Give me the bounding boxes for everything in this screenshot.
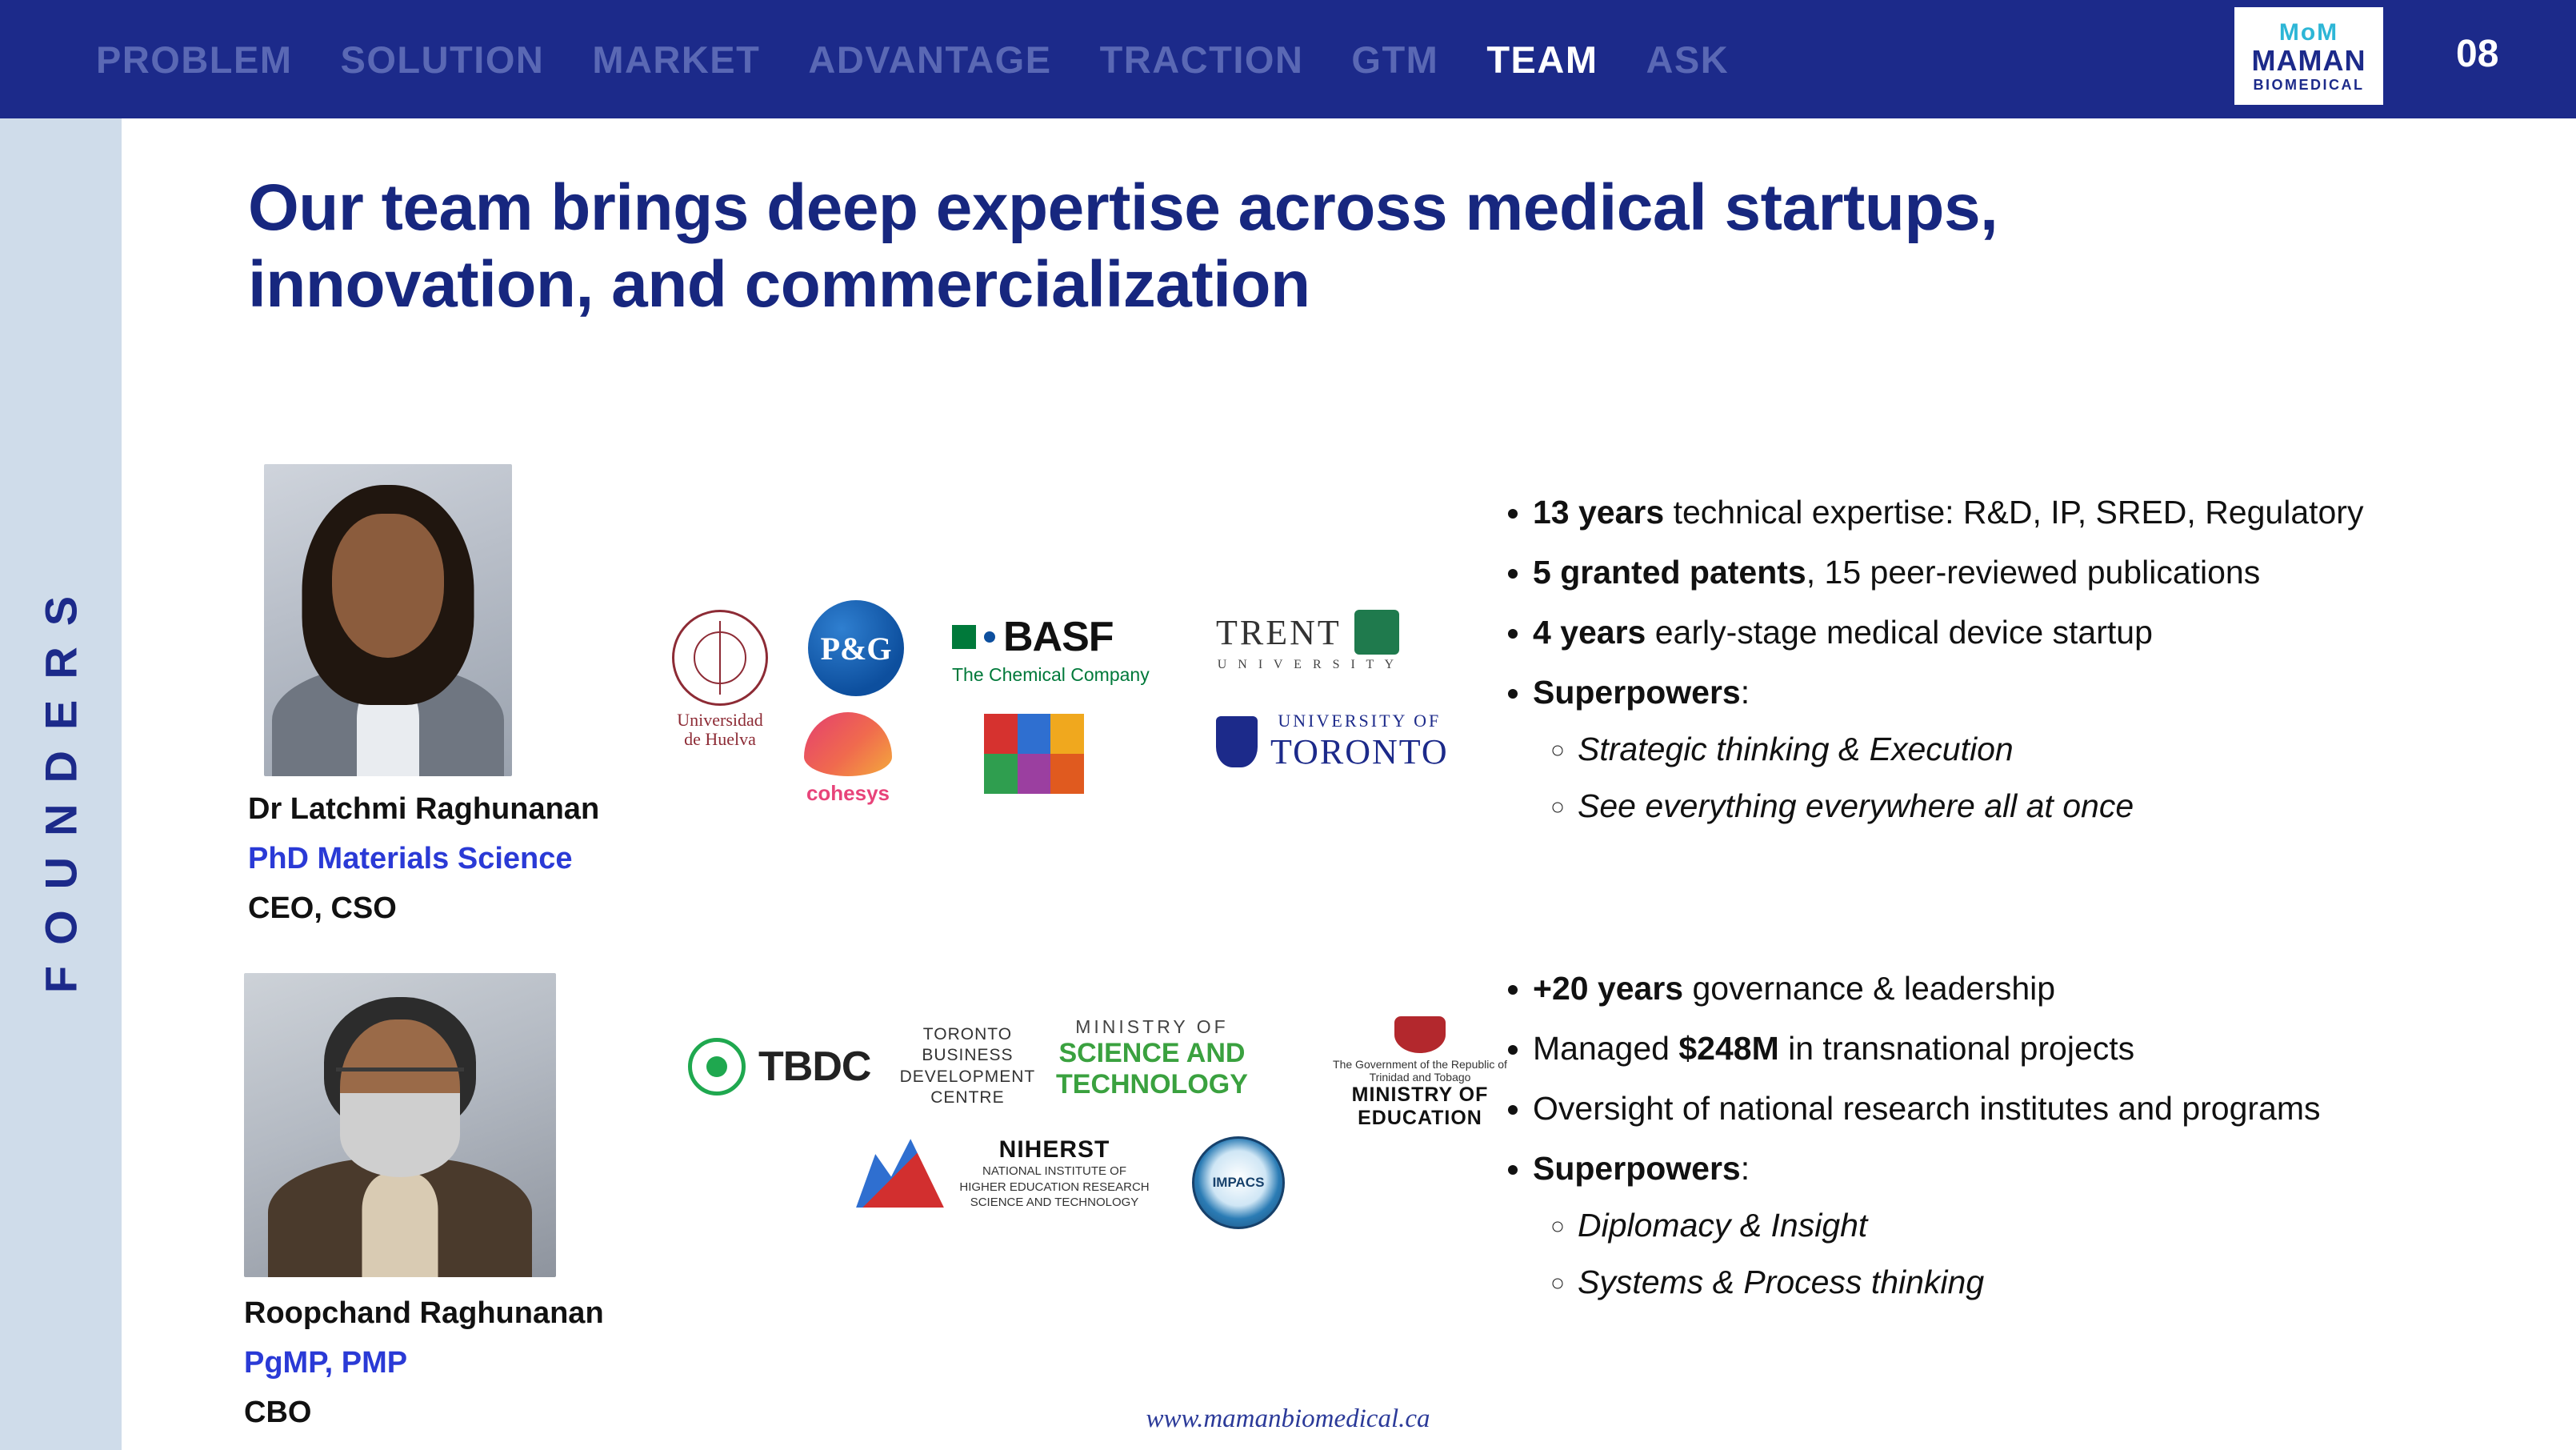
actua-grid-icon <box>984 714 1084 794</box>
niherst-subtitle: NATIONAL INSTITUTE OF HIGHER EDUCATION RESEARCH SCIENCE AND TECHNOLOGY <box>959 1164 1150 1209</box>
founder-name-latchmi: Dr Latchmi Raghunanan <box>248 792 600 826</box>
nav-item-problem[interactable]: PROBLEM <box>96 38 293 81</box>
huelva-seal-icon <box>672 610 768 706</box>
bullet-item <box>1533 972 2576 1005</box>
bullet-item <box>1533 556 2576 589</box>
logo-cluster-roopchand <box>688 1016 1507 1256</box>
footer-url[interactable]: www.mamanbiomedical.ca <box>1146 1404 1430 1433</box>
company-logo <box>2232 5 2386 107</box>
trent-label: TRENT <box>1216 612 1342 652</box>
bullet-rest: : <box>1740 674 1750 711</box>
university-of-toronto-logo <box>1216 711 1449 772</box>
bullet-strong: 13 years <box>1533 494 1665 531</box>
niherst-logo <box>856 1136 1150 1211</box>
page-title: Our team brings deep expertise across medical startups, innovation, and commercialization <box>248 171 1998 321</box>
huelva-line2: de Huelva <box>684 729 756 750</box>
most-line3: TECHNOLOGY <box>1056 1069 1248 1100</box>
impacs-seal-icon: IMPACS <box>1192 1136 1285 1229</box>
glasses-icon <box>336 1067 464 1092</box>
nav-item-traction[interactable]: TRACTION <box>1099 38 1304 81</box>
logo-mark: MoM <box>2278 18 2339 46</box>
bullet-rest: Oversight of national research institutes and programs <box>1533 1090 2321 1127</box>
uoft-small-label: UNIVERSITY OF <box>1278 711 1442 731</box>
founder-name-roopchand: Roopchand Raghunanan <box>244 1296 604 1330</box>
bullet-subitem: ◦ See everything everywhere all at once <box>1578 790 2576 823</box>
portrait-shirt <box>362 1173 438 1277</box>
basf-label: BASF <box>1003 614 1114 660</box>
trent-mark-icon <box>1354 610 1399 655</box>
bullet-list-top <box>1496 496 2576 823</box>
bullet-subitem: ◦ Diplomacy & Insight <box>1578 1209 2576 1242</box>
bullet-strong: Superpowers <box>1533 1150 1741 1187</box>
founder-credential-latchmi: PhD Materials Science <box>248 842 573 875</box>
tbdc-label: TBDC <box>758 1043 871 1090</box>
nav-item-advantage[interactable]: ADVANTAGE <box>808 38 1052 81</box>
nav-item-market[interactable]: MARKET <box>592 38 761 81</box>
portrait-face <box>332 514 444 658</box>
actua-logo <box>984 714 1084 794</box>
bullet-rest: early-stage medical device startup <box>1646 614 2153 651</box>
niherst-mark-icon <box>856 1139 944 1208</box>
bullet-item <box>1533 1092 2576 1125</box>
logo-name: MAMAN <box>2251 43 2366 77</box>
bullet-rest: , 15 peer-reviewed publications <box>1806 554 2261 591</box>
nav-item-team[interactable]: TEAM <box>1486 38 1598 81</box>
bullet-item <box>1533 1152 2576 1299</box>
uoft-big-label: TORONTO <box>1270 732 1449 771</box>
impacs-logo <box>1192 1136 1285 1229</box>
side-band-label: FOUNDERS <box>35 575 86 994</box>
basf-row <box>952 613 1150 661</box>
bullet-sublist <box>1533 733 2576 823</box>
nav-item-ask[interactable]: ASK <box>1646 38 1730 81</box>
founder-photo-latchmi <box>264 464 512 776</box>
basf-dot-icon <box>984 631 995 643</box>
niherst-label: NIHERST <box>998 1136 1110 1163</box>
bullet-strong: 4 years <box>1533 614 1646 651</box>
bullets-latchmi <box>1496 496 2576 850</box>
tbdc-circle-icon <box>688 1038 746 1096</box>
basf-tagline: The Chemical Company <box>952 664 1150 685</box>
bullet-rest: technical expertise: R&D, IP, SRED, Regulatory <box>1664 494 2364 531</box>
bullet-item <box>1533 676 2576 823</box>
universidad-de-huelva-logo <box>664 610 776 754</box>
basf-logo <box>952 613 1150 686</box>
logo-cluster-latchmi <box>656 592 1449 816</box>
bullet-strong: +20 years <box>1533 970 1684 1007</box>
trent-subtitle: U N I V E R S I T Y <box>1217 658 1398 671</box>
huelva-line1: Universidad <box>677 710 763 730</box>
founder-credential-roopchand: PgMP, PMP <box>244 1346 408 1380</box>
moe-crest-icon <box>1394 1016 1446 1053</box>
moe-line2: MINISTRY OF EDUCATION <box>1351 1083 1489 1129</box>
uoft-shield-icon <box>1216 716 1258 767</box>
bullet-list-bottom <box>1496 972 2576 1299</box>
tbdc-logo <box>688 1024 1051 1108</box>
bullet-strong: Superpowers <box>1533 674 1741 711</box>
bullet-subitem: ◦ Strategic thinking & Execution <box>1578 733 2576 766</box>
tbdc-subtitle: TORONTO BUSINESS DEVELOPMENT CENTRE <box>899 1025 1036 1107</box>
bullet-strong: $248M <box>1678 1030 1779 1067</box>
moe-line1: The Government of the Republic of Trinidad and Tobago <box>1333 1058 1507 1083</box>
ministry-of-education-logo <box>1320 1016 1520 1130</box>
bullet-item <box>1533 1032 2576 1065</box>
cohesys-label: cohesys <box>806 781 890 805</box>
bullet-sublist <box>1533 1209 2576 1299</box>
portrait-beard <box>340 1093 460 1177</box>
bullet-item <box>1533 616 2576 649</box>
bullet-rest: in transnational projects <box>1778 1030 2135 1067</box>
most-line2: SCIENCE AND <box>1058 1038 1246 1068</box>
bullet-rest: governance & leadership <box>1683 970 2056 1007</box>
founder-photo-roopchand <box>244 973 556 1277</box>
bullet-strong: 5 granted patents <box>1533 554 1806 591</box>
basf-square-icon <box>952 625 976 649</box>
nav-items <box>96 38 1729 82</box>
founder-role-roopchand: CBO <box>244 1396 312 1429</box>
pg-circle-icon: P&G <box>808 600 904 696</box>
cohesys-logo <box>804 712 892 806</box>
bullets-roopchand <box>1496 972 2576 1326</box>
nav-item-solution[interactable]: SOLUTION <box>340 38 545 81</box>
page-number: 08 <box>2456 33 2499 75</box>
bullet-subitem: ◦ Systems & Process thinking <box>1578 1266 2576 1299</box>
side-band <box>0 118 122 1450</box>
bullet-pre: Managed <box>1533 1030 1679 1067</box>
bullet-rest: : <box>1740 1150 1750 1187</box>
cohesys-mark-icon <box>804 712 892 776</box>
bullet-item <box>1533 496 2576 529</box>
top-navigation-bar <box>0 0 2576 118</box>
nav-item-gtm[interactable]: GTM <box>1351 38 1439 81</box>
founder-role-latchmi: CEO, CSO <box>248 891 397 925</box>
ministry-of-science-and-technology-logo <box>1056 1016 1248 1100</box>
trent-university-logo <box>1216 610 1399 672</box>
procter-and-gamble-logo <box>808 600 904 696</box>
logo-subtitle: BIOMEDICAL <box>2253 76 2365 93</box>
most-line1: MINISTRY OF <box>1075 1016 1229 1037</box>
